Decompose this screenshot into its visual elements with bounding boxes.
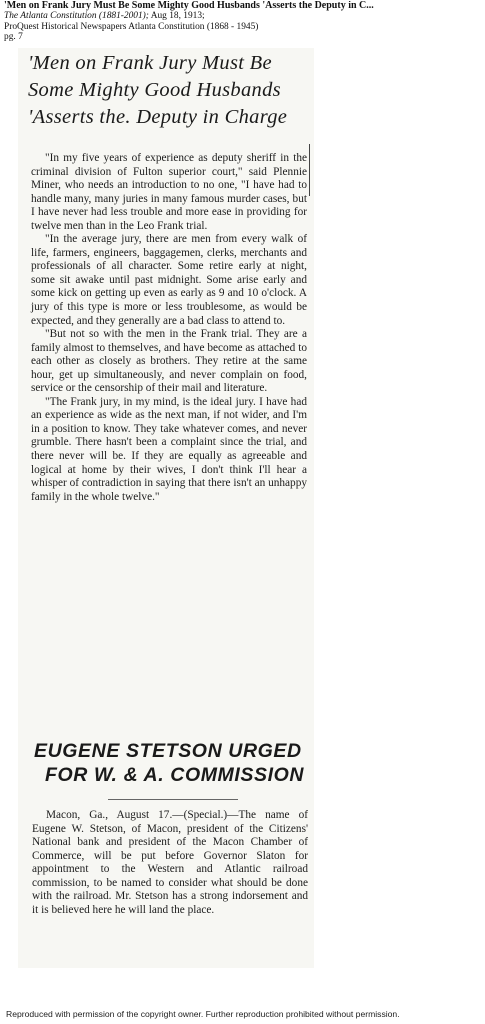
citation-date: Aug 18, 1913; <box>148 11 205 22</box>
article-headline <box>28 50 310 131</box>
column-rule <box>309 144 310 196</box>
second-article-headline <box>34 739 310 787</box>
citation-page: pg. 7 <box>4 32 23 43</box>
citation-source-line <box>4 11 482 21</box>
headline-line: FOR W. & A. COMMISSION <box>45 764 305 786</box>
article-paragraph: Macon, Ga., August 17.—(Special.)—The name of Eugene W. Stetson, of Macon, president of the Citizens' National bank and president of the Macon Chamber of Commerce, will be put before Governor Slaton for appointment to the Western and Atlantic railroad commission, to be named to consider what should be done with the railroad. Mr. Stetson has a strong indorsement and it is believed here he will land the place. <box>32 809 308 916</box>
newspaper-clipping <box>18 48 314 968</box>
article-paragraph: "The Frank jury, in my mind, is the ideal jury. I have had an experience as wide as the next man, if not wider, and I'm in a position to know. They take whatever comes, and never grumble. There hasn't been a complaint since the trial, and there never will be. If they are equally as agreeable and logical at home by their wives, I don't think I'll hear a whisper of contradiction in saying that there isn't an unhappy family in the whole twelve." <box>31 395 307 503</box>
second-article-body <box>32 809 308 917</box>
headline-line: Some Mighty Good Husbands <box>28 79 281 101</box>
article-body <box>31 152 307 504</box>
article-paragraph: "But not so with the men in the Frank trial. They are a family almost to themselves, and have become as attached to each other as closely as brothers. They retire at the same hour, get up simultaneously, and never complain on food, service or the censorship of their mail and literature. <box>31 328 307 395</box>
citation-title: 'Men on Frank Jury Must Be Some Mighty Good Husbands 'Asserts the Deputy in C... <box>4 1 374 11</box>
citation-header <box>4 1 482 43</box>
headline-line: 'Asserts the. Deputy in Charge <box>28 106 288 128</box>
article-paragraph: "In my five years of experience as deputy sheriff in the criminal division of Fulton superior court," said Plennie Miner, who needs an introduction to no one, "I have had to handle many, many juries in many famous murder cases, but I have never had less trouble and more ease in providing for twelve men than in the Leo Frank trial. <box>31 152 307 232</box>
article-paragraph: "In the average jury, there are men from every walk of life, farmers, engineers, baggagemen, clerks, merchants and professionals of all character. Some retire early at night, some sit awake until past midnight. Some arise early and some kick on getting up even as early as 9 and 10 o'clock. A jury of this type is more or less troublesome, as would be expected, and they generally are a bad class to attend to. <box>31 233 307 327</box>
citation-database: ProQuest Historical Newspapers Atlanta Constitution (1868 - 1945) <box>4 21 259 32</box>
headline-line: 'Men on Frank Jury Must Be <box>28 52 272 74</box>
citation-source: The Atlanta Constitution (1881-2001); <box>4 11 149 22</box>
headline-divider <box>108 799 238 800</box>
headline-line: EUGENE STETSON URGED <box>34 740 302 762</box>
copyright-notice: Reproduced with permission of the copyright owner. Further reproduction prohibited without permission. <box>6 1009 400 1019</box>
